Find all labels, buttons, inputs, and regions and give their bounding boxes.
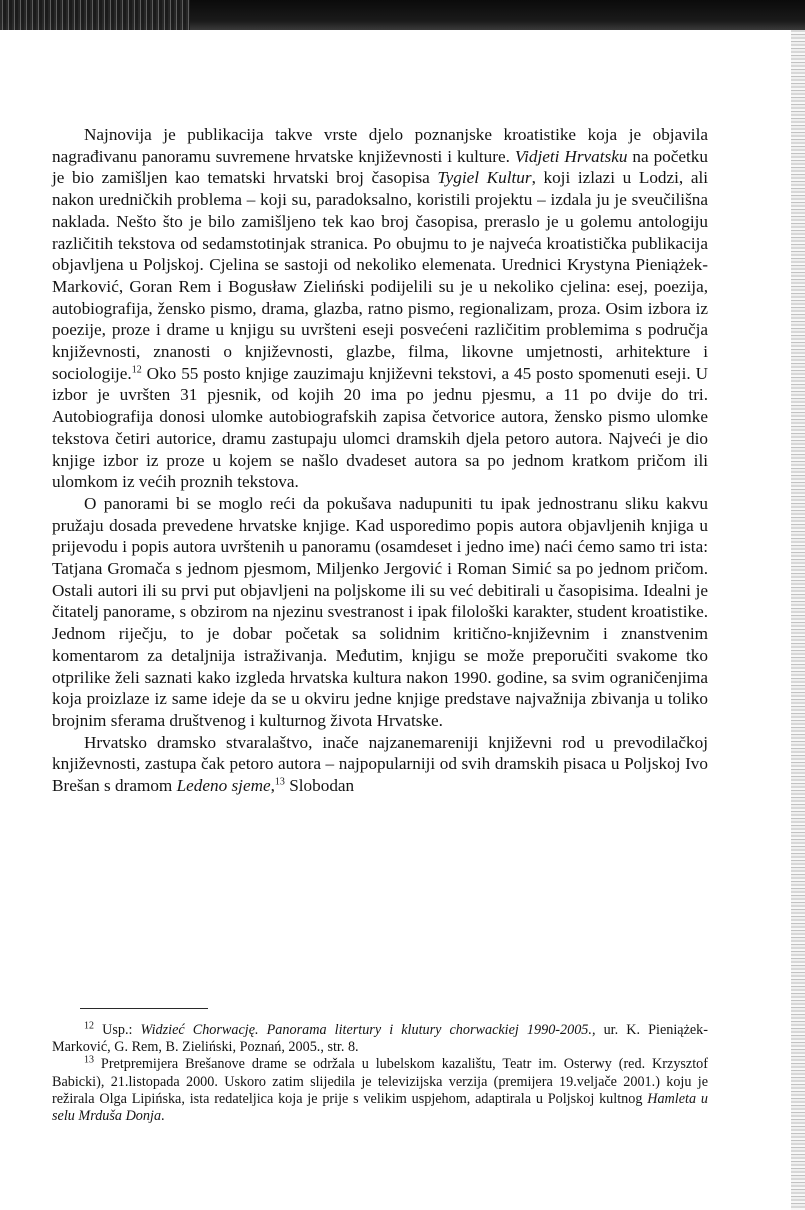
text-run: na početku je bio zamišljen kao tematski hrvatski broj časopisa xyxy=(52,146,708,188)
scan-top-shadow xyxy=(0,0,805,30)
text-run: Hrvatsko dramsko stvaralaštvo, inače najzanemareniji književni rod u prevodilačkoj književnosti, zastupa čak petoro autora – najpopularniji od svih dramskih pisaca u Poljskoj Ivo Brešan s dramom xyxy=(52,732,708,796)
scan-right-edge xyxy=(791,30,805,1210)
italic-title: Widzieć Chorwację. Panorama litertury i klutury chorwackiej 1990-2005. xyxy=(140,1022,592,1038)
italic-title: Tygiel Kultur xyxy=(437,168,532,188)
footnote-12 xyxy=(52,1022,708,1056)
footnotes xyxy=(52,1022,708,1125)
text-run: Pretpremijera Brešanove drame se održala u lubelskom kazalištu, Teatr im. Osterwy (red. Krzysztof Babicki), 21.listopada 2000. Uskoro zatim slijedila je televizijska verzija (premijera 19.veljače 2001.) koju je režirala Olga Lipińska, ista redateljica koja je prije s velikim uspjehom, adaptirala u Poljskoj kultnog xyxy=(52,1056,708,1107)
footnote-ref: 13 xyxy=(84,1054,94,1066)
italic-title: Hamleta u selu Mrduša Donja xyxy=(52,1090,708,1125)
page-body xyxy=(52,124,708,797)
paragraph-2 xyxy=(52,493,708,732)
footnote-13 xyxy=(52,1056,708,1125)
text-run: Usp.: xyxy=(94,1022,141,1038)
text-run: , xyxy=(270,776,275,796)
text-run: , koji izlazi u Lodzi, ali nakon uredničkih problema – koji su, paradoksalno, koristili projektu – izdala ju je sveučilišna naklada. Nešto što je bilo zamišljeno tek kao broj časopisa, preraslo je u golemu antologiju različitih tekstova od sedamstotinjak stranica. Po obujmu to je najveća kroatistička publikacija objavljena u Poljskoj. Cjelina se sastoji od nekoliko elemenata. Urednici Krystyna Pieniążek-Marković, Goran Rem i Bogusław Zieliński podijelili su je u nekoliko cjelina: esej, poezija, autobiografija, žensko pismo, drama, glazba, ratno pismo, regionalizam, proza. Osim izbora iz poezije, proze i drame u knjigu su uvršteni eseji posvećeni različitim problemima s područja književnosti, znanosti o književnosti, glazbe, filma, likovne umjetnosti, arhitekture i sociologije. xyxy=(52,168,708,383)
text-run: Najnovija je publikacija takve vrste djelo poznanjske kroatistike koja je objavila nagrađivanu panoramu suvremene hrvatske književnosti i kulture. xyxy=(52,125,708,166)
text-run: . xyxy=(161,1108,165,1125)
text-run: , ur. K. Pieniążek-Marković, G. Rem, B. Zieliński, Poznań, 2005., str. 8. xyxy=(52,1022,709,1056)
text-run: Oko 55 posto knjige zauzimaju književni tekstovi, a 45 posto spomenuti eseji. U izbor je uvršten 31 pjesnik, od kojih 20 ima po jednu pjesmu, a 11 po dvije do tri. Autobiografija donosi ulomke autobiografskih zapisa četvorice autora, žensko pismo ulomke tekstova četiri autorice, dramu zastupaju ulomci dramskih djela petoro autora. Najveći je dio knjige izbor iz proze u kojem se našlo dvadeset autora sa po jednom kratkom pričom ili ulomkom iz većih proznih tekstova. xyxy=(52,363,708,492)
footnote-separator xyxy=(80,1008,208,1009)
footnote-ref: 13 xyxy=(274,776,285,788)
italic-title: Ledeno sjeme xyxy=(176,776,271,796)
footnote-ref: 12 xyxy=(84,1020,94,1032)
text-run: O panorami bi se moglo reći da pokušava nadupuniti tu ipak jednostranu sliku kakvu pružaju dosada prevedene hrvatske knjige. Kad usporedimo popis autora objavljenih knjiga u prijevodu i popis autora uvrštenih u panoramu (osamdeset i jedno ime) naći ćemo samo tri ista: Tatjana Gromača s jednom pjesmom, Miljenko Jergović i Roman Simić sa po jednom pričom. Ostali autori ili su prvi put objavljeni na poljskome ili su već debitirali u časopisima. Idealni je čitatelj panorame, s obzirom na njezinu svestranost i ipak filološki karakter, student kroatistike. Jednom riječju, to je dobar početak sa solidnim kritično-književnim i znanstvenim komentarom za detaljnija istraživanja. Međutim, knjigu se može preporučiti svakome tko otprilike želi saznati kako izgleda hrvatska kultura nakon 1990. godine, sa svim ograničenjima koja proizlaze iz same ideje da se u okviru jedne knjige predstave najvažnija zbivanja u toliko brojnim sferama društvenog i kulturnog života Hrvatske. xyxy=(52,493,708,730)
paragraph-3 xyxy=(52,732,708,797)
text-run: Slobodan xyxy=(284,776,355,796)
italic-title: Vidjeti Hrvatsku xyxy=(514,146,628,166)
paragraph-1 xyxy=(52,124,708,493)
footnote-ref: 12 xyxy=(131,364,142,375)
